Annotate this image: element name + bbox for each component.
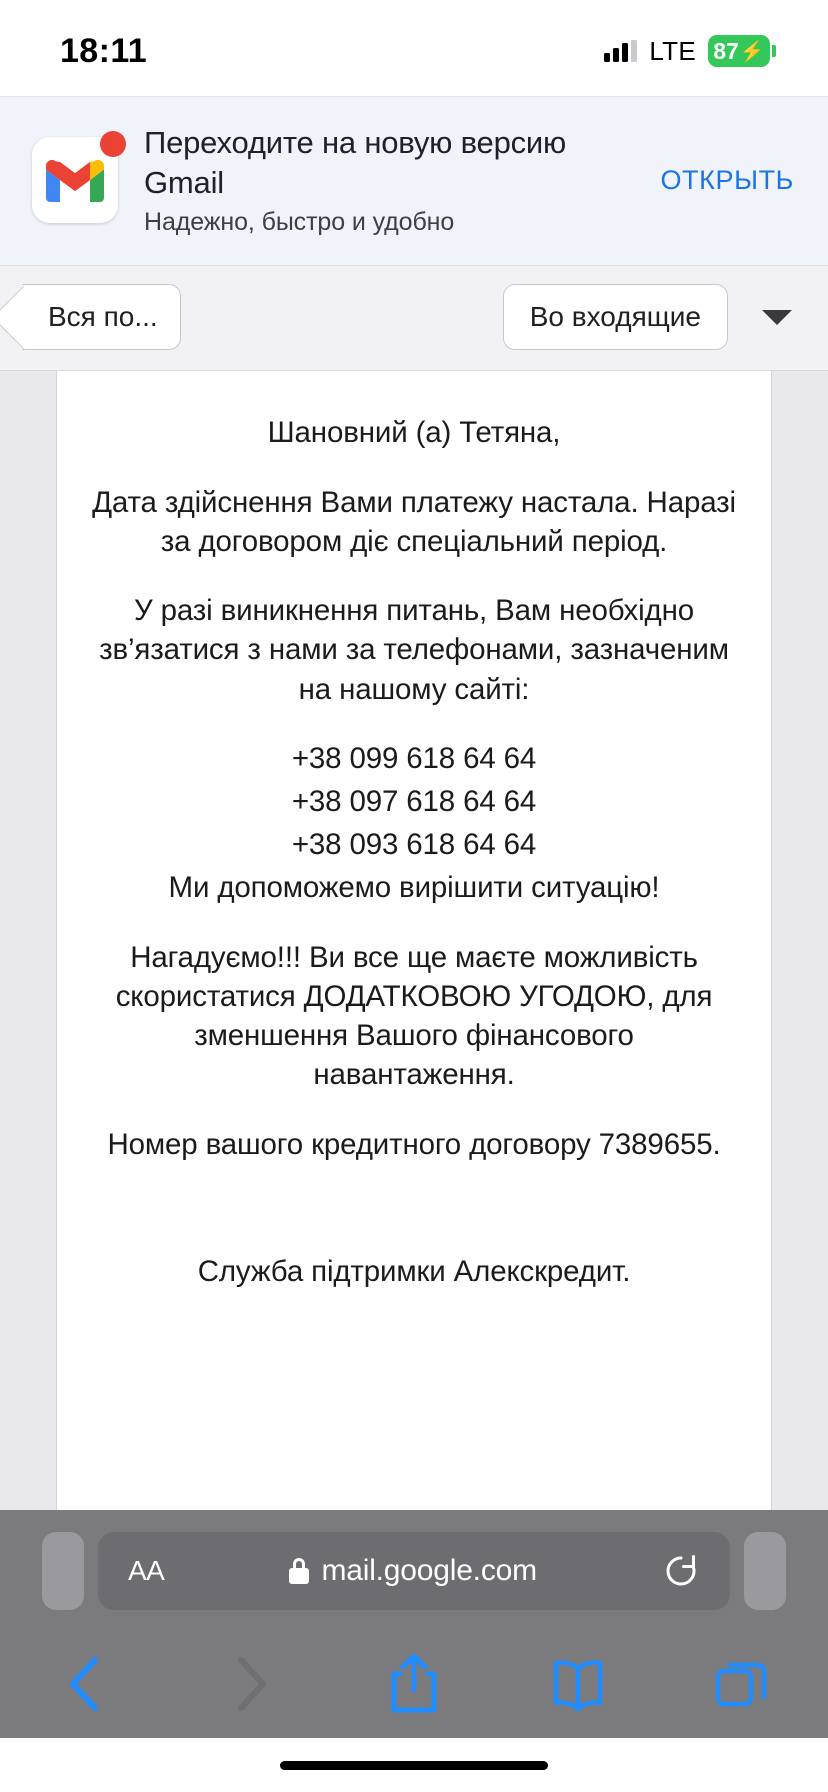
back-button-label: Вся по... [48,301,158,333]
promo-text-block [144,123,620,237]
tabs-icon [713,1655,771,1713]
battery-level-label: 87 [713,37,739,64]
tabs-button[interactable] [710,1652,774,1716]
cellular-signal-icon [604,40,637,62]
phone-number-3[interactable]: +38 093 618 64 64 [291,828,537,862]
forward-button[interactable] [218,1652,282,1716]
network-type-label: LTE [649,35,696,66]
home-indicator-area [0,1738,828,1792]
lock-icon [289,1558,309,1584]
email-spacer [91,1194,737,1252]
chevron-right-icon [230,1654,270,1714]
chevron-down-icon[interactable] [762,310,792,325]
chevron-left-icon [66,1654,106,1714]
mail-toolbar [0,266,828,371]
email-paragraph-2: У разі виникнення питань, Вам необхідно зв’язатися з нами за телефонами, зазначеним на нашому сайті: [99,594,729,706]
bookmarks-button[interactable] [546,1652,610,1716]
email-paragraph-3: Нагадуємо!!! Ви все ще маєте можливість скористатися ДОДАТКОВОЮ УГОДОЮ, для зменшення Вашого фінансового навантаження. [115,940,713,1092]
move-to-inbox-button[interactable] [503,284,728,350]
previous-tab-edge[interactable] [42,1532,84,1610]
next-tab-edge[interactable] [744,1532,786,1610]
battery-icon [708,35,770,67]
url-display [164,1554,662,1588]
back-to-all-mail-button[interactable] [22,284,181,350]
email-body [56,371,772,1510]
status-time: 18:11 [60,31,148,70]
status-bar [0,0,828,96]
gmail-promo-banner[interactable] [0,96,828,266]
email-paragraph-1: Дата здійснення Вами платежу настала. Наразі за договором діє спеціальний період. [92,485,736,558]
address-field[interactable] [98,1532,730,1610]
status-indicators [604,29,770,67]
gmail-icon-wrapper [32,137,118,223]
browser-nav-bar [0,1630,828,1738]
home-indicator[interactable] [280,1761,548,1770]
back-button[interactable] [54,1652,118,1716]
promo-open-button[interactable]: ОТКРЫТЬ [660,164,794,195]
notification-dot-icon [100,131,126,157]
email-greeting: Шановний (а) Тетяна, [267,416,561,450]
book-icon [549,1655,607,1713]
email-help-line: Ми допоможемо вирішити ситуацію! [168,871,660,905]
email-contract-line: Номер вашого кредитного договору 7389655. [107,1127,721,1161]
charging-bolt-icon: ⚡ [739,40,765,63]
text-size-label: AA [128,1555,165,1586]
reload-icon[interactable] [662,1552,700,1590]
promo-subtitle: Надежно, быстро и удобно [144,208,455,237]
promo-title: Переходите на новую версию Gmail [144,125,567,200]
email-signature: Служба підтримки Алекскредит. [197,1254,631,1288]
phone-number-1[interactable]: +38 099 618 64 64 [291,741,537,775]
message-scroll-area[interactable] [0,371,828,1510]
folder-button-label: Во входящие [529,301,701,333]
url-text: mail.google.com [321,1554,537,1587]
browser-url-bar [0,1510,828,1630]
share-button[interactable] [382,1652,446,1716]
text-size-button[interactable] [128,1555,164,1587]
share-icon [386,1652,442,1716]
phone-number-2[interactable]: +38 097 618 64 64 [291,784,537,818]
